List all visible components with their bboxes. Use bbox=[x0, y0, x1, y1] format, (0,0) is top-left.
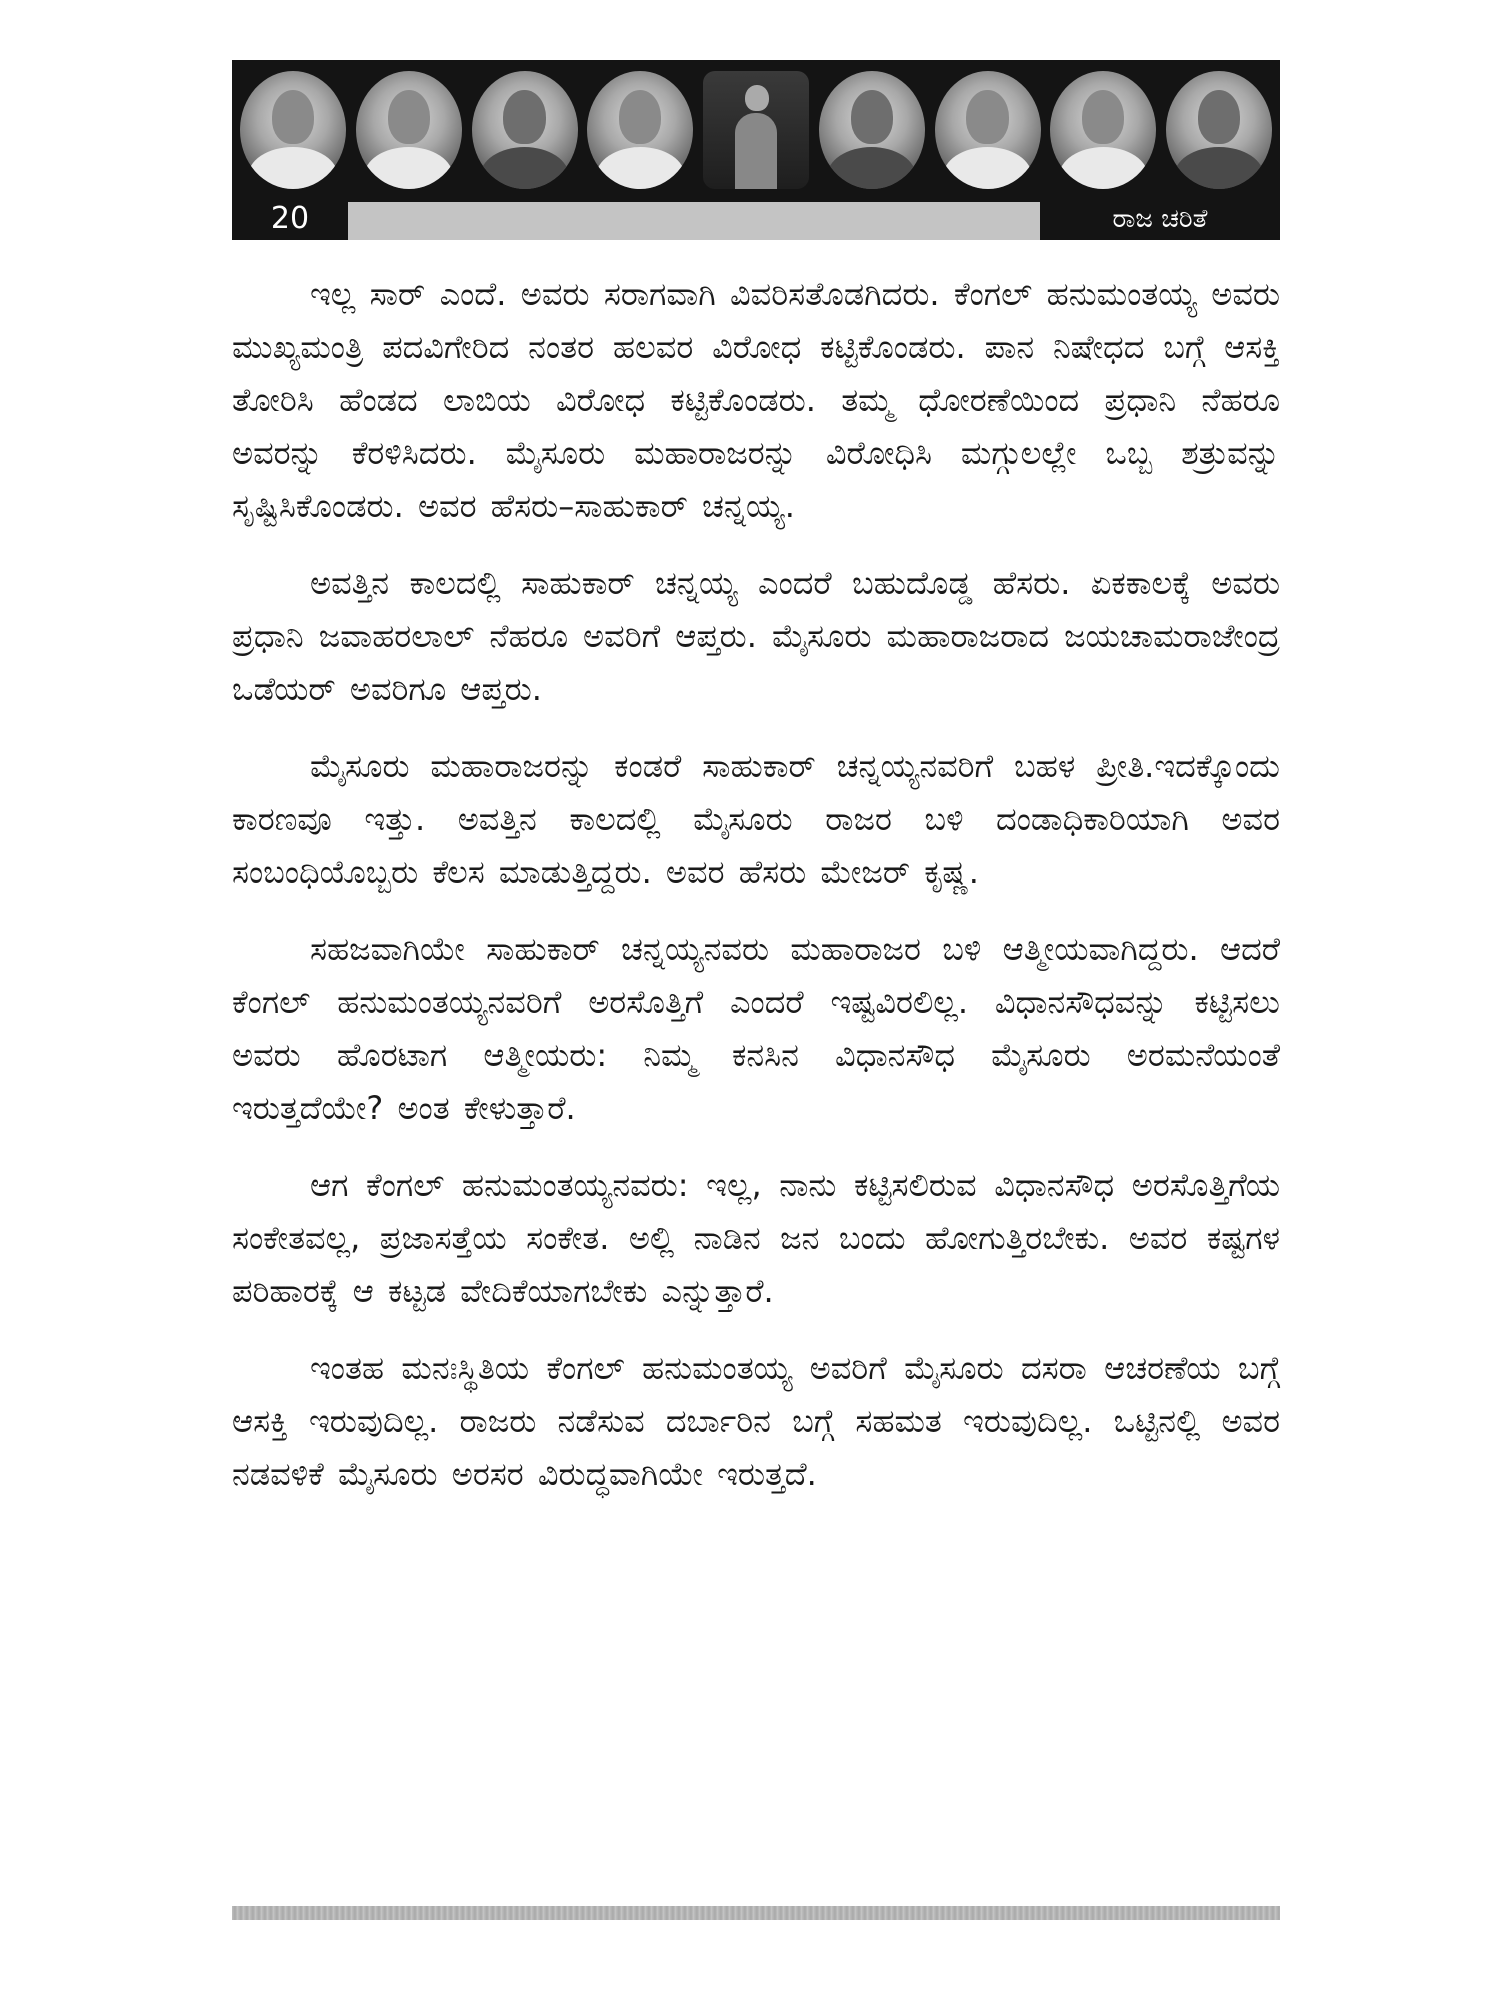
paragraph: ಇಂತಹ ಮನಃಸ್ಥಿತಿಯ ಕೆಂಗಲ್ ಹನುಮಂತಯ್ಯ ಅವರಿಗೆ ಮೈಸೂರು ದಸರಾ ಆಚರಣೆಯ ಬಗ್ಗೆ ಆಸಕ್ತಿ ಇರುವುದಿಲ್ಲ. ರಾಜರು ನಡೆಸುವ ದರ್ಬಾರಿನ ಬಗ್ಗೆ ಸಹಮತ ಇರುವುದಿಲ್ಲ. ಒಟ್ಟಿನಲ್ಲಿ ಅವರ ನಡವಳಿಕೆ ಮೈಸೂರು ಅರಸರ ವಿರುದ್ಧವಾಗಿಯೇ ಇರುತ್ತದೆ. bbox=[232, 1349, 1280, 1493]
portrait-image bbox=[935, 71, 1041, 189]
book-title: ರಾಜ ಚರಿತೆ bbox=[1040, 198, 1280, 240]
page-header bbox=[232, 60, 1280, 240]
footer-rule bbox=[232, 1906, 1280, 1920]
portrait-image bbox=[240, 71, 346, 189]
header-band bbox=[232, 198, 1280, 240]
portrait-image bbox=[356, 71, 462, 189]
portrait-image bbox=[587, 71, 693, 189]
page-number: 20 bbox=[232, 198, 348, 240]
portrait-strip bbox=[240, 64, 1272, 196]
portrait-image bbox=[819, 71, 925, 189]
paragraph: ಇಲ್ಲ ಸಾರ್ ಎಂದೆ. ಅವರು ಸರಾಗವಾಗಿ ವಿವರಿಸತೊಡಗಿದರು. ಕೆಂಗಲ್ ಹನುಮಂತಯ್ಯ ಅವರು ಮುಖ್ಯಮಂತ್ರಿ ಪದವಿಗೇರಿದ ನಂತರ ಹಲವರ ವಿರೋಧ ಕಟ್ಟಿಕೊಂಡರು. ಪಾನ ನಿಷೇಧದ ಬಗ್ಗೆ ಆಸಕ್ತಿ ತೋರಿಸಿ ಹೆಂಡದ ಲಾಬಿಯ ವಿರೋಧ ಕಟ್ಟಿಕೊಂಡರು. ತಮ್ಮ ಧೋರಣೆಯಿಂದ ಪ್ರಧಾನಿ ನೆಹರೂ ಅವರನ್ನು ಕೆರಳಿಸಿದರು. ಮೈಸೂರು ಮಹಾರಾಜರನ್ನು ವಿರೋಧಿಸಿ ಮಗ್ಗುಲಲ್ಲೇ ಒಬ್ಬ ಶತ್ರುವನ್ನು ಸೃಷ್ಟಿಸಿಕೊಂಡರು. ಅವರ ಹೆಸರು–ಸಾಹುಕಾರ್ ಚನ್ನಯ್ಯ. bbox=[232, 275, 1280, 525]
paragraph: ಸಹಜವಾಗಿಯೇ ಸಾಹುಕಾರ್ ಚನ್ನಯ್ಯನವರು ಮಹಾರಾಜರ ಬಳಿ ಆತ್ಮೀಯವಾಗಿದ್ದರು. ಆದರೆ ಕೆಂಗಲ್ ಹನುಮಂತಯ್ಯನವರಿಗೆ ಅರಸೊತ್ತಿಗೆ ಎಂದರೆ ಇಷ್ಟವಿರಲಿಲ್ಲ. ವಿಧಾನಸೌಧವನ್ನು ಕಟ್ಟಿಸಲು ಅವರು ಹೊರಟಾಗ ಆತ್ಮೀಯರು: ನಿಮ್ಮ ಕನಸಿನ ವಿಧಾನಸೌಧ ಮೈಸೂರು ಅರಮನೆಯಂತೆ ಇರುತ್ತದೆಯೇ? ಅಂತ ಕೇಳುತ್ತಾರೆ. bbox=[232, 930, 1280, 1127]
page-body bbox=[232, 268, 1280, 1525]
portrait-image bbox=[472, 71, 578, 189]
paragraph: ಮೈಸೂರು ಮಹಾರಾಜರನ್ನು ಕಂಡರೆ ಸಾಹುಕಾರ್ ಚನ್ನಯ್ಯನವರಿಗೆ ಬಹಳ ಪ್ರೀತಿ.ಇದಕ್ಕೊಂದು ಕಾರಣವೂ ಇತ್ತು. ಅವತ್ತಿನ ಕಾಲದಲ್ಲಿ ಮೈಸೂರು ರಾಜರ ಬಳಿ ದಂಡಾಧಿಕಾರಿಯಾಗಿ ಅವರ ಸಂಬಂಧಿಯೊಬ್ಬರು ಕೆಲಸ ಮಾಡುತ್ತಿದ್ದರು. ಅವರ ಹೆಸರು ಮೇಜರ್ ಕೃಷ್ಣ. bbox=[232, 747, 1280, 891]
paragraph: ಆಗ ಕೆಂಗಲ್ ಹನುಮಂತಯ್ಯನವರು: ಇಲ್ಲ, ನಾನು ಕಟ್ಟಿಸಲಿರುವ ವಿಧಾನಸೌಧ ಅರಸೊತ್ತಿಗೆಯ ಸಂಕೇತವಲ್ಲ, ಪ್ರಜಾಸತ್ತೆಯ ಸಂಕೇತ. ಅಲ್ಲಿ ನಾಡಿನ ಜನ ಬಂದು ಹೋಗುತ್ತಿರಬೇಕು. ಅವರ ಕಷ್ಟಗಳ ಪರಿಹಾರಕ್ಕೆ ಆ ಕಟ್ಟಡ ವೇದಿಕೆಯಾಗಬೇಕು ಎನ್ನುತ್ತಾರೆ. bbox=[232, 1166, 1280, 1310]
portrait-image bbox=[1166, 71, 1272, 189]
header-band-fill bbox=[348, 202, 1040, 240]
portrait-image bbox=[703, 71, 809, 189]
paragraph: ಅವತ್ತಿನ ಕಾಲದಲ್ಲಿ ಸಾಹುಕಾರ್ ಚನ್ನಯ್ಯ ಎಂದರೆ ಬಹುದೊಡ್ಡ ಹೆಸರು. ಏಕಕಾಲಕ್ಕೆ ಅವರು ಪ್ರಧಾನಿ ಜವಾಹರಲಾಲ್ ನೆಹರೂ ಅವರಿಗೆ ಆಪ್ತರು. ಮೈಸೂರು ಮಹಾರಾಜರಾದ ಜಯಚಾಮರಾಜೇಂದ್ರ ಒಡೆಯರ್ ಅವರಿಗೂ ಆಪ್ತರು. bbox=[232, 564, 1280, 708]
portrait-image bbox=[1050, 71, 1156, 189]
